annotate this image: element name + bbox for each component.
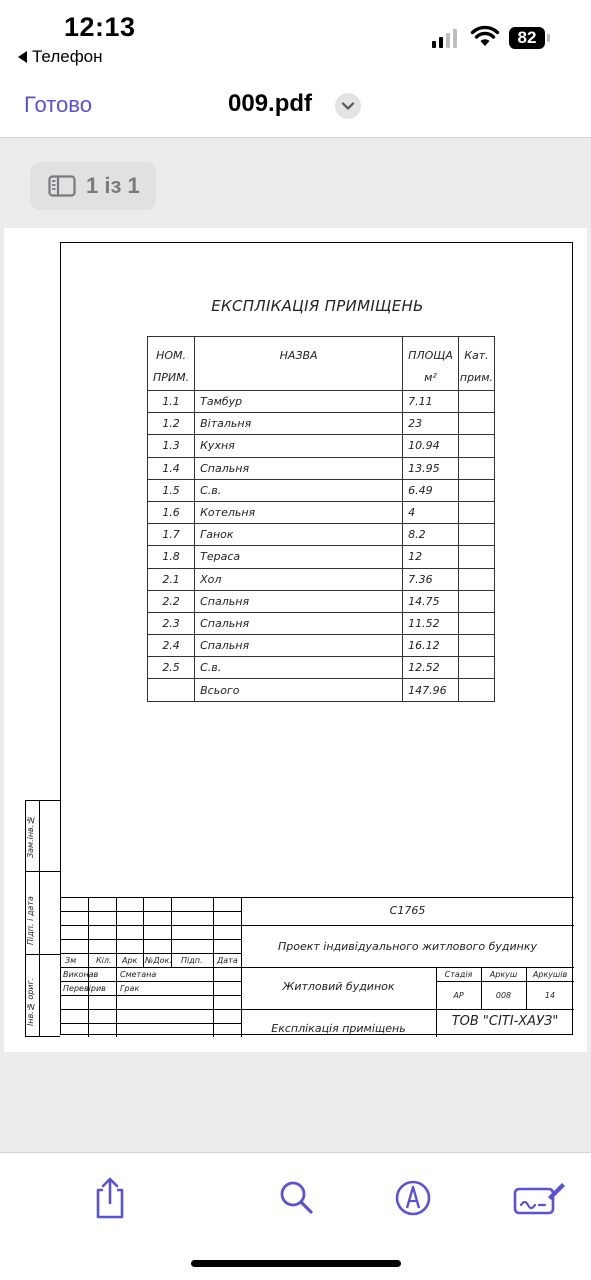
room-area-cell: 10.94 — [403, 435, 459, 457]
col-label-qty: Кіл. — [96, 956, 112, 965]
drawing-frame — [60, 242, 573, 1035]
performed-label: Виконав — [63, 970, 99, 979]
room-name-cell: Вітальня — [195, 413, 403, 435]
room-area-cell: 6.49 — [403, 479, 459, 501]
room-area-cell: 12.52 — [403, 657, 459, 679]
room-name-cell: Спальня — [195, 457, 403, 479]
share-button[interactable] — [85, 1175, 135, 1221]
table-header-row — [148, 337, 495, 391]
room-number-cell: 1.7 — [148, 524, 195, 546]
signature-icon — [512, 1175, 568, 1221]
room-area-cell: 12 — [403, 546, 459, 568]
done-button[interactable]: Готово — [24, 92, 92, 117]
search-button[interactable] — [272, 1175, 322, 1221]
room-name-cell: Спальня — [195, 612, 403, 634]
drawing-title: ЕКСПЛІКАЦІЯ ПРИМІЩЕНЬ — [211, 297, 424, 315]
col-label-change: Зм — [65, 956, 77, 965]
room-name-cell: Тераса — [195, 546, 403, 568]
side-label-inventory: Інв.№ ориг. — [26, 977, 35, 1027]
room-category-cell — [458, 524, 494, 546]
title-block — [61, 897, 574, 1036]
document-title[interactable]: 009.pdf — [228, 90, 313, 117]
project-name: Проект індивідуального житлового будинку — [278, 940, 537, 953]
back-arrow-icon — [18, 51, 27, 63]
chevron-down-icon — [335, 93, 361, 119]
wifi-icon — [470, 25, 500, 47]
table-row — [148, 635, 495, 657]
page-counter-button[interactable] — [30, 162, 156, 210]
page-counter-label: 1 із 1 — [86, 173, 140, 198]
navigation-bar — [0, 80, 591, 138]
header-area: ПЛОЩА м² — [403, 337, 459, 391]
room-name-cell: Всього — [195, 679, 403, 701]
col-label-doc: №Док. — [145, 956, 172, 965]
room-area-cell: 8.2 — [403, 524, 459, 546]
cellular-signal-icon — [432, 28, 457, 48]
room-area-cell: 16.12 — [403, 635, 459, 657]
room-name-cell: Спальня — [195, 590, 403, 612]
stage-label: Стадія — [444, 970, 473, 979]
room-name-cell: Котельня — [195, 501, 403, 523]
room-category-cell — [458, 590, 494, 612]
table-row — [148, 391, 495, 413]
room-number-cell: 2.3 — [148, 612, 195, 634]
room-name-cell: Спальня — [195, 635, 403, 657]
room-category-cell — [458, 657, 494, 679]
room-area-cell: 23 — [403, 413, 459, 435]
header-category: Кат. прим. — [458, 337, 494, 391]
table-row — [148, 435, 495, 457]
back-app-label: Телефон — [32, 47, 103, 66]
room-number-cell: 1.1 — [148, 391, 195, 413]
room-number-cell: 1.3 — [148, 435, 195, 457]
side-label-signature: Підп. і дата — [26, 896, 35, 946]
battery-tip — [547, 34, 550, 42]
back-to-app-link[interactable] — [18, 47, 103, 67]
table-row — [148, 524, 495, 546]
room-number-cell — [148, 679, 195, 701]
room-number-cell: 2.1 — [148, 568, 195, 590]
room-area-cell: 4 — [403, 501, 459, 523]
markup-button[interactable] — [388, 1175, 438, 1221]
room-name-cell: Хол — [195, 568, 403, 590]
room-name-cell: С.в. — [195, 479, 403, 501]
sheets-value: 14 — [544, 991, 556, 1000]
building-name: Житловий будинок — [282, 980, 395, 993]
sheet-name: Експлікація приміщень — [271, 1022, 406, 1035]
room-number-cell: 2.2 — [148, 590, 195, 612]
checked-label: Перевірив — [63, 984, 106, 993]
battery-icon: 82 — [509, 27, 545, 49]
room-category-cell — [458, 679, 494, 701]
sheets-label: Аркушів — [532, 970, 568, 979]
room-category-cell — [458, 501, 494, 523]
room-name-cell: Кухня — [195, 435, 403, 457]
search-icon — [272, 1175, 322, 1221]
table-row — [148, 657, 495, 679]
room-category-cell — [458, 457, 494, 479]
room-area-cell: 147.96 — [403, 679, 459, 701]
col-label-sign: Підп. — [181, 956, 203, 965]
table-row — [148, 479, 495, 501]
header-name: НАЗВА — [195, 337, 403, 391]
room-area-cell: 14.75 — [403, 590, 459, 612]
room-category-cell — [458, 391, 494, 413]
room-name-cell: С.в. — [195, 657, 403, 679]
table-row — [148, 413, 495, 435]
pdf-page[interactable] — [4, 228, 587, 1052]
room-number-cell: 2.5 — [148, 657, 195, 679]
table-row — [148, 546, 495, 568]
room-area-cell: 13.95 — [403, 457, 459, 479]
signature-button[interactable] — [512, 1175, 568, 1221]
status-bar — [0, 0, 591, 80]
room-area-cell: 7.11 — [403, 391, 459, 413]
performed-name: Сметана — [120, 970, 157, 979]
room-category-cell — [458, 435, 494, 457]
room-number-cell: 1.5 — [148, 479, 195, 501]
room-area-cell: 7.36 — [403, 568, 459, 590]
status-time: 12:13 — [64, 12, 136, 42]
table-row — [148, 679, 495, 701]
room-number-cell: 1.4 — [148, 457, 195, 479]
project-code: С1765 — [389, 904, 426, 917]
room-number-cell: 1.8 — [148, 546, 195, 568]
markup-icon — [388, 1175, 438, 1221]
home-indicator[interactable] — [191, 1260, 401, 1267]
sheet-label: Аркуш — [489, 970, 518, 979]
col-label-sheet: Арк — [122, 956, 138, 965]
room-category-cell — [458, 568, 494, 590]
table-row — [148, 612, 495, 634]
share-icon — [85, 1175, 135, 1221]
room-number-cell: 1.6 — [148, 501, 195, 523]
room-category-cell — [458, 546, 494, 568]
sidebar-icon — [48, 175, 76, 197]
room-category-cell — [458, 635, 494, 657]
header-number: НОМ. ПРИМ. — [148, 337, 195, 391]
checked-name: Грак — [120, 984, 140, 993]
side-label-replaced: Зам.інв.№ — [26, 815, 35, 859]
room-number-cell: 1.2 — [148, 413, 195, 435]
side-stamp-strip — [25, 800, 60, 1037]
table-row — [148, 501, 495, 523]
room-category-cell — [458, 479, 494, 501]
stage-value: АР — [453, 991, 464, 1000]
room-name-cell: Тамбур — [195, 391, 403, 413]
company-name: ТОВ "СІТІ-ХАУЗ" — [451, 1014, 559, 1029]
rooms-table — [147, 336, 495, 702]
room-number-cell: 2.4 — [148, 635, 195, 657]
table-row — [148, 457, 495, 479]
room-category-cell — [458, 413, 494, 435]
room-name-cell: Ганок — [195, 524, 403, 546]
room-category-cell — [458, 612, 494, 634]
table-row — [148, 568, 495, 590]
sheet-value: 008 — [495, 991, 512, 1000]
title-menu-button[interactable] — [335, 93, 361, 119]
room-area-cell: 11.52 — [403, 612, 459, 634]
col-label-date: Дата — [217, 956, 238, 965]
table-row — [148, 590, 495, 612]
